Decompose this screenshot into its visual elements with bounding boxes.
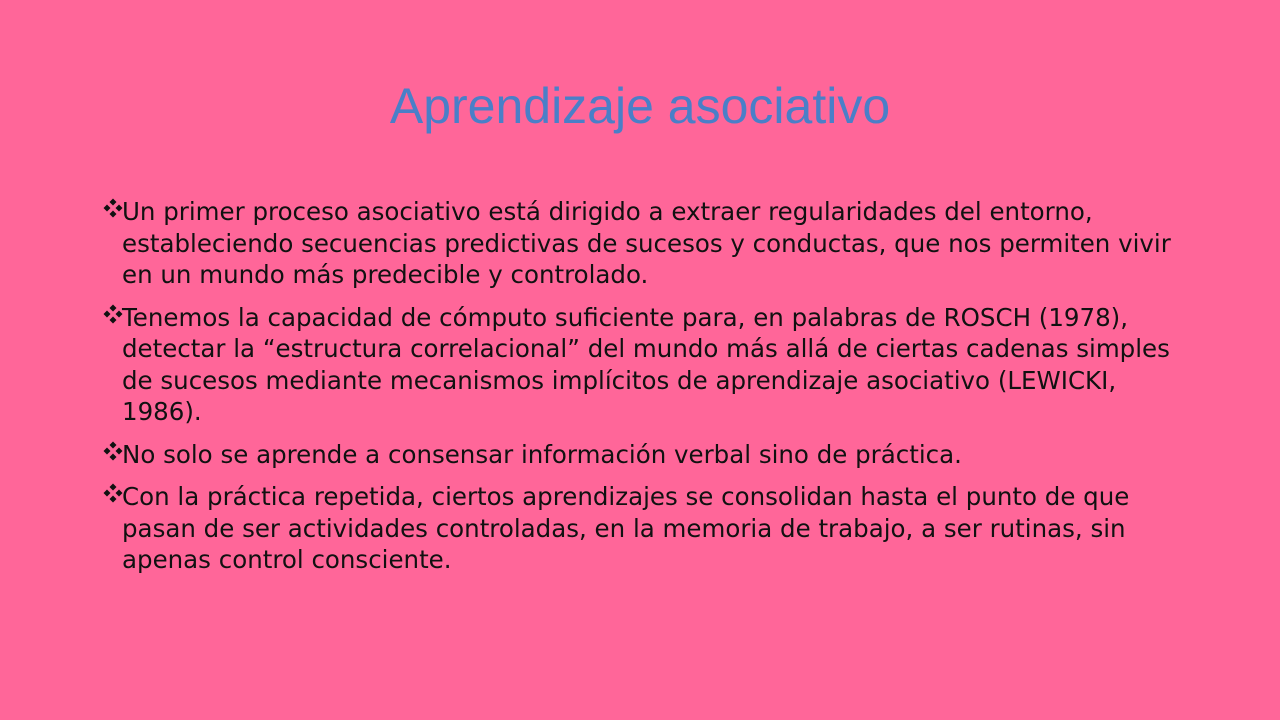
list-item xyxy=(103,439,1193,471)
list-item xyxy=(103,481,1193,576)
four-diamond-bullet-icon xyxy=(103,304,123,324)
list-item xyxy=(103,302,1193,428)
four-diamond-bullet-icon xyxy=(103,441,123,461)
bullet-list xyxy=(103,196,1193,587)
list-item xyxy=(103,196,1193,291)
four-diamond-bullet-icon xyxy=(103,483,123,503)
bullet-text: No solo se aprende a consensar información verbal sino de práctica. xyxy=(122,439,962,469)
bullet-text: Tenemos la capacidad de cómputo suficiente para, en palabras de ROSCH (1978), detectar la “estructura correlacional” del mundo más allá de ciertas cadenas simples de sucesos mediante mecanismos implícitos de aprendizaje asociativo (LEWICKI, 1986). xyxy=(122,302,1170,426)
slide-title: Aprendizaje asociativo xyxy=(389,78,891,134)
bullet-text: Un primer proceso asociativo está dirigido a extraer regularidades del entorno, estableciendo secuencias predictivas de sucesos y conductas, que nos permiten vivir en un mundo más predecible y controlado. xyxy=(122,197,1171,289)
bullet-text: Con la práctica repetida, ciertos aprendizajes se consolidan hasta el punto de que pasan de ser actividades controladas, en la memoria de trabajo, a ser rutinas, sin apenas control consciente. xyxy=(122,482,1130,574)
four-diamond-bullet-icon xyxy=(103,198,123,218)
